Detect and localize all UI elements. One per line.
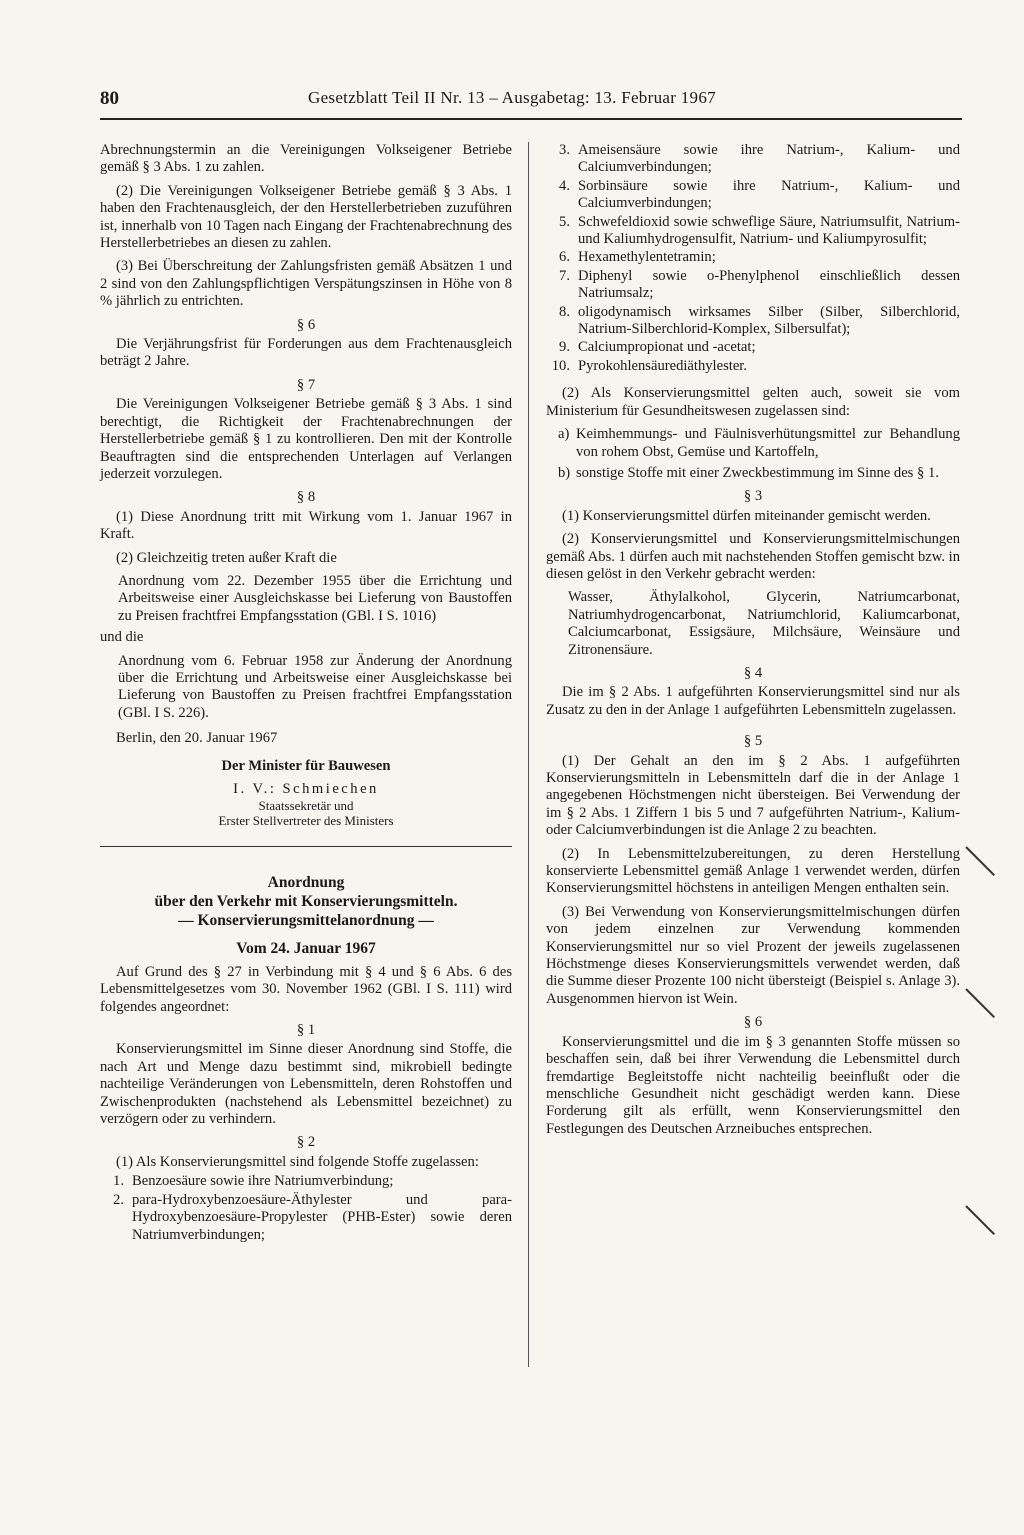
list-item: 2. para-Hydroxybenzoesäure-Äthylester und para-Hydroxybenzoesäure-Propylester (PHB-Ester) sowie deren Natriumverbindungen; (113, 1191, 512, 1243)
column-divider (528, 142, 529, 1367)
section-8-heading: § 8 (296, 489, 316, 506)
section-6-text: Die Verjährungsfrist für Forderungen aus dem Frachtenausgleich beträgt 2 Jahre. (100, 336, 512, 370)
gazette-title: Gesetzblatt Teil II Nr. 13 – Ausgabetag: 13. Februar 1967 (308, 88, 716, 107)
margin-mark (965, 846, 995, 876)
section-7-heading: § 7 (296, 376, 316, 393)
paragraph-3: (3) Bei Überschreitung der Zahlungsfristen gemäß Absätzen 1 und 2 sind von den Zahlungspflichtigen Verspätungszinsen in Höhe von 8 % jährlich zu entrichten. (100, 258, 512, 310)
article-6-heading: § 6 (743, 1014, 763, 1031)
left-column (100, 142, 512, 1392)
header-rule (100, 118, 962, 120)
article-3-paragraph-2: (2) Konservierungsmittel und Konservierungsmittelmischungen gemäß Abs. 1 dürfen auch mit nachstehenden Stoffen gemischt bzw. in diesen gelöst in den Verkehr gebracht werden: (546, 531, 960, 582)
list-item: 9. Calciumpropionat und -acetat; (559, 339, 756, 356)
article-2-heading: § 2 (296, 1134, 316, 1151)
article-5-paragraph-3: (3) Bei Verwendung von Konservierungsmittelmischungen dürfen von jedem einzelnen zur Verwendung kommenden Konservierungsmittel nur so viel Prozent der jeweils zugelassenen Höchstmenge dieses Konservierungsmittels verwendet werden, daß die Summe dieser Prozente 100 nicht übersteigt (Beispiel s. Anlage 3). Ausgenommen hiervon ist Wein. (546, 903, 960, 1007)
article-5-paragraph-2: (2) In Lebensmittelzubereitungen, zu deren Herstellung konservierte Lebensmittel gemäß Anlage 1 verwendet werden, dürfen Konservierungsmittel höchstens in anteiligen Mengen enthalten sein. (546, 845, 960, 897)
section-7-text: Die Vereinigungen Volkseigener Betriebe gemäß § 3 Abs. 1 sind berechtigt, die Richtigkeit der Frachtenabrechnungen der Herstellerbetriebe gemäß § 1 zu kontrollieren. Den mit der Kontrolle Beauftragten sind die entsprechenden Unterlagen auf Verlangen jederzeit vorzulegen. (100, 396, 512, 482)
article-4-text: Die im § 2 Abs. 1 aufgeführten Konservierungsmittel sind nur als Zusatz zu den in der Anlage 1 aufgeführten Lebensmitteln zugelassen. (546, 684, 960, 718)
article-4-heading: § 4 (743, 664, 763, 681)
ordinance-short-title: — Konservierungsmittelanordnung — (178, 912, 434, 930)
article-2-paragraph-1: (1) Als Konservierungsmittel sind folgende Stoffe zugelassen: (116, 1153, 479, 1170)
list-item: 4. Sorbinsäure sowie ihre Natrium-, Kalium- und Calciumverbindungen; (559, 177, 960, 212)
article-2-paragraph-2: (2) Als Konservierungsmittel gelten auch, soweit sie vom Ministerium für Gesundheitswesen zugelassen sind: (546, 385, 960, 419)
ordinance-date: Vom 24. Januar 1967 (236, 940, 376, 958)
list-item: 8. oligodynamisch wirksames Silber (Silber, Silberchlorid, Natrium-Silberchlorid-Komplex, Silbersulfat); (559, 303, 960, 338)
margin-mark (965, 988, 995, 1018)
list-item: a) Keimhemmungs- und Fäulnisverhütungsmittel zur Behandlung von rohem Obst, Gemüse und Kartoffeln, (558, 426, 960, 460)
page-header (100, 88, 962, 122)
article-5-paragraph-1: (1) Der Gehalt an den im § 2 Abs. 1 aufgeführten Konservierungsmitteln in Lebensmitteln darf die in der Anlage 1 angegebenen Höchstmengen nicht übersteigen. Bei Verwendung der im § 2 Abs. 1 Ziffern 1 bis 5 und 7 aufgeführten Natrium-, Kalium- oder Calciumverbindungen ist die Anlage 2 zu beachten. (546, 752, 960, 839)
repealed-ordinance-2: Anordnung vom 6. Februar 1958 zur Änderung der Anordnung über die Errichtung und Arbeitsweise einer Ausgleichskasse bei Lieferung von Baustoffen zu Preisen frachtfrei Empfangsstation (GBl. I S. 226). (118, 652, 512, 721)
section-6-heading: § 6 (296, 316, 316, 333)
section-8-paragraph-2: (2) Gleichzeitig treten außer Kraft die (116, 549, 337, 566)
list-item: 7. Diphenyl sowie o-Phenylphenol einschließlich dessen Natriumsalz; (559, 267, 960, 302)
article-3-heading: § 3 (743, 488, 763, 505)
list-item: 5. Schwefeldioxid sowie schweflige Säure, Natriumsulfit, Natrium- und Kaliumhydrogensulfit, Natrium- und Kaliumpyrosulfit; (559, 213, 960, 248)
page-number: 80 (100, 88, 119, 109)
signer-name: I. V.: Schmiechen (233, 781, 379, 797)
list-item: 1. Benzoesäure sowie ihre Natriumverbindung; (113, 1173, 394, 1190)
substance-list-part-2 (546, 142, 960, 375)
article-3-substances: Wasser, Äthylalkohol, Glycerin, Natriumcarbonat, Natriumhydrogencarbonat, Natriumchlorid, Kaliumcarbonat, Calciumcarbonat, Essigsäure, Milchsäure, Weinsäure und Zitronensäure. (568, 589, 960, 658)
repealed-ordinance-1: Anordnung vom 22. Dezember 1955 über die Errichtung und Arbeitsweise einer Ausgleichskasse bei Lieferung von Baustoffen zu Preisen frachtfrei Empfangsstation (GBl. I S. 1016) (118, 572, 512, 624)
intro-paragraph: Abrechnungstermin an die Vereinigungen Volkseigener Betriebe gemäß § 3 Abs. 1 zu zahlen. (100, 142, 512, 176)
preamble: Auf Grund des § 27 in Verbindung mit § 4 und § 6 Abs. 6 des Lebensmittelgesetzes vom 30. November 1962 (GBl. I S. 111) wird folgendes angeordnet: (100, 963, 512, 1015)
section-separator (100, 846, 512, 847)
right-column (546, 142, 960, 1392)
conjunction-text: und die (100, 629, 144, 646)
signer-role-line-1: Staatssekretär und (258, 798, 354, 814)
ordinance-subtitle: über den Verkehr mit Konservierungsmitteln. (154, 893, 458, 911)
place-and-date: Berlin, den 20. Januar 1967 (116, 730, 278, 747)
substance-list-part-1 (100, 1173, 512, 1244)
signer-role-line-2: Erster Stellvertreter des Ministers (218, 813, 394, 829)
list-item: 3. Ameisensäure sowie ihre Natrium-, Kalium- und Calciumverbindungen; (559, 142, 960, 176)
list-item: b) sonstige Stoffe mit einer Zweckbestimmung im Sinne des § 1. (558, 464, 939, 481)
section-8-paragraph-1: (1) Diese Anordnung tritt mit Wirkung vom 1. Januar 1967 in Kraft. (100, 508, 512, 543)
article-1-text: Konservierungsmittel im Sinne dieser Anordnung sind Stoffe, die nach Art und Menge dazu bestimmt sind, mikrobiell bedingte nachteilige Veränderungen von Lebensmitteln, deren Rohstoffen und Zwischenprodukten (nachstehend als Lebensmittel bezeichnet) zu verzögern oder zu verhindern. (100, 1041, 512, 1128)
list-item: 10. Pyrokohlensäurediäthylester. (551, 357, 748, 374)
minister-title: Der Minister für Bauwesen (221, 757, 391, 774)
article-6-text: Konservierungsmittel und die im § 3 genannten Stoffe müssen so beschaffen sein, daß bei ihrer Verwendung die Lebensmittel durch fremdartige Begleitstoffe nicht nachteilig beeinflußt oder die menschliche Gesundheit nicht geschädigt werden kann. Diese Forderung gilt als erfüllt, wenn Konservierungsmittel den Festlegungen des Deutschen Arzneibuches entsprechen. (546, 1033, 960, 1137)
paragraph-2: (2) Die Vereinigungen Volkseigener Betriebe gemäß § 3 Abs. 1 haben den Frachtenausgleich, der den Herstellerbetrieben zuzuführen ist, innerhalb von 10 Tagen nach Eingang der Frachtenabrechnung des Herstellerbetriebes an diesen zu zahlen. (100, 182, 512, 252)
ordinance-title: Anordnung (267, 874, 345, 892)
article-5-heading: § 5 (743, 733, 763, 750)
article-3-paragraph-1: (1) Konservierungsmittel dürfen miteinander gemischt werden. (562, 507, 931, 524)
list-item: 6. Hexamethylentetramin; (559, 249, 716, 266)
article-1-heading: § 1 (296, 1022, 316, 1039)
margin-mark (965, 1205, 995, 1235)
